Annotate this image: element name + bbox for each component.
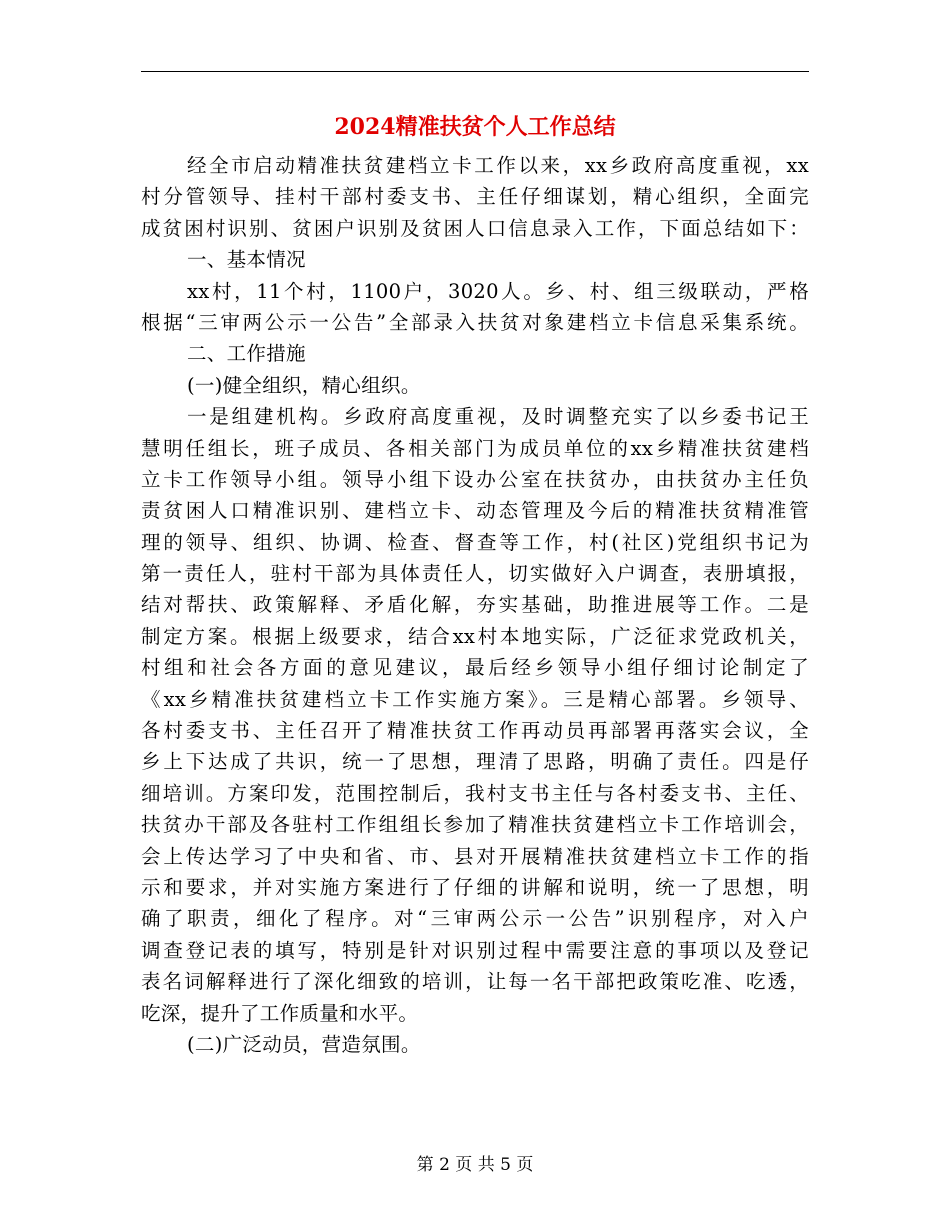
text-line: 制定方案。根据上级要求，结合xx村本地实际，广泛征求党政机关， <box>141 624 809 648</box>
text-line: 乡上下达成了共识，统一了思想，理清了思路，明确了责任。四是仔 <box>141 750 809 774</box>
text-line: 成贫困村识别、贫困户识别及贫困人口信息录入工作，下面总结如下： <box>141 216 809 240</box>
page-footer: 第 2 页 共 5 页 <box>416 1155 534 1175</box>
text-line: 慧明任组长，班子成员、各相关部门为成员单位的xx乡精准扶贫建档 <box>141 436 809 460</box>
text-line: 表名词解释进行了深化细致的培训，让每一名干部把政策吃准、吃透， <box>141 970 809 994</box>
text-line: (二)广泛动员，营造氛围。 <box>187 1032 421 1056</box>
text-line: 一是组建机构。乡政府高度重视，及时调整充实了以乡委书记王 <box>187 405 809 429</box>
text-line: 一、基本情况 <box>187 248 306 272</box>
document-title: 2024精准扶贫个人工作总结 <box>334 114 616 140</box>
text-line: 吃深，提升了工作质量和水平。 <box>141 1001 419 1025</box>
text-line: 经全市启动精准扶贫建档立卡工作以来，xx乡政府高度重视，xx <box>187 154 809 177</box>
text-line: 村组和社会各方面的意见建议，最后经乡领导小组仔细讨论制定了 <box>141 656 809 680</box>
text-line: 《xx乡精准扶贫建档立卡工作实施方案》。三是精心部署。乡领导、 <box>141 687 809 711</box>
text-line: 二、工作措施 <box>187 342 306 366</box>
text-line: 理的领导、组织、协调、检查、督查等工作，村(社区)党组织书记为 <box>141 530 809 554</box>
text-line: 结对帮扶、政策解释、矛盾化解，夯实基础，助推进展等工作。二是 <box>141 593 809 617</box>
text-line: 第一责任人，驻村干部为具体责任人，切实做好入户调查，表册填报， <box>141 562 809 586</box>
text-line: 责贫困人口精准识别、建档立卡、动态管理及今后的精准扶贫精准管 <box>141 499 809 523</box>
document-body <box>141 150 809 1060</box>
text-line: 扶贫办干部及各驻村工作组组长参加了精准扶贫建档立卡工作培训会， <box>141 813 809 837</box>
text-line: 立卡工作领导小组。领导小组下设办公室在扶贫办，由扶贫办主任负 <box>141 467 809 491</box>
text-line: xx村，11个村，1100户，3020人。乡、村、组三级联动，严格 <box>187 279 809 303</box>
text-line: (一)健全组织，精心组织。 <box>187 373 421 397</box>
header-rule <box>141 71 809 72</box>
text-line: 各村委支书、主任召开了精准扶贫工作再动员再部署再落实会议，全 <box>141 719 809 743</box>
text-line: 确了职责，细化了程序。对“三审两公示一公告”识别程序，对入户 <box>141 907 809 931</box>
text-line: 根据“三审两公示一公告”全部录入扶贫对象建档立卡信息采集系统。 <box>141 310 809 334</box>
text-line: 示和要求，并对实施方案进行了仔细的讲解和说明，统一了思想，明 <box>141 875 809 899</box>
text-line: 会上传达学习了中央和省、市、县对开展精准扶贫建档立卡工作的指 <box>141 844 809 868</box>
text-line: 细培训。方案印发，范围控制后，我村支书主任与各村委支书、主任、 <box>141 781 809 805</box>
text-line: 村分管领导、挂村干部村委支书、主任仔细谋划，精心组织，全面完 <box>141 185 809 209</box>
text-line: 调查登记表的填写，特别是针对识别过程中需要注意的事项以及登记 <box>141 938 809 962</box>
